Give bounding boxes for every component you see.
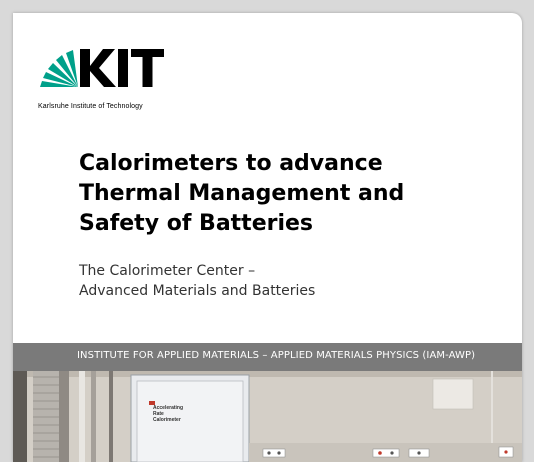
kit-logo-mark: [38, 37, 168, 103]
logo-tagline: Karlsruhe Institute of Technology: [38, 103, 143, 110]
subtitle-line-1: The Calorimeter Center –: [79, 263, 256, 279]
page-title: [79, 149, 479, 239]
institute-banner: [13, 343, 522, 371]
device-label-line-3: Calorimeter: [153, 417, 181, 423]
lab-photo-illustration: [13, 371, 522, 462]
device-label-line-1: Accelerating: [153, 405, 184, 411]
subtitle-line-2: Advanced Materials and Batteries: [79, 283, 316, 299]
subtitle: [79, 261, 479, 301]
device-label-line-2: Rate: [153, 411, 164, 417]
device-label: [153, 405, 183, 423]
title-line-2: Thermal Management and: [79, 181, 405, 206]
title-line-3: Safety of Batteries: [79, 211, 314, 236]
kit-logo: [38, 37, 168, 110]
brochure-cover-page: [13, 13, 522, 462]
lab-photo: [13, 371, 522, 462]
title-line-1: Calorimeters to advance: [79, 151, 383, 176]
institute-name: INSTITUTE FOR APPLIED MATERIALS – APPLIED MATERIALS PHYSICS (IAM-AWP): [77, 350, 476, 361]
